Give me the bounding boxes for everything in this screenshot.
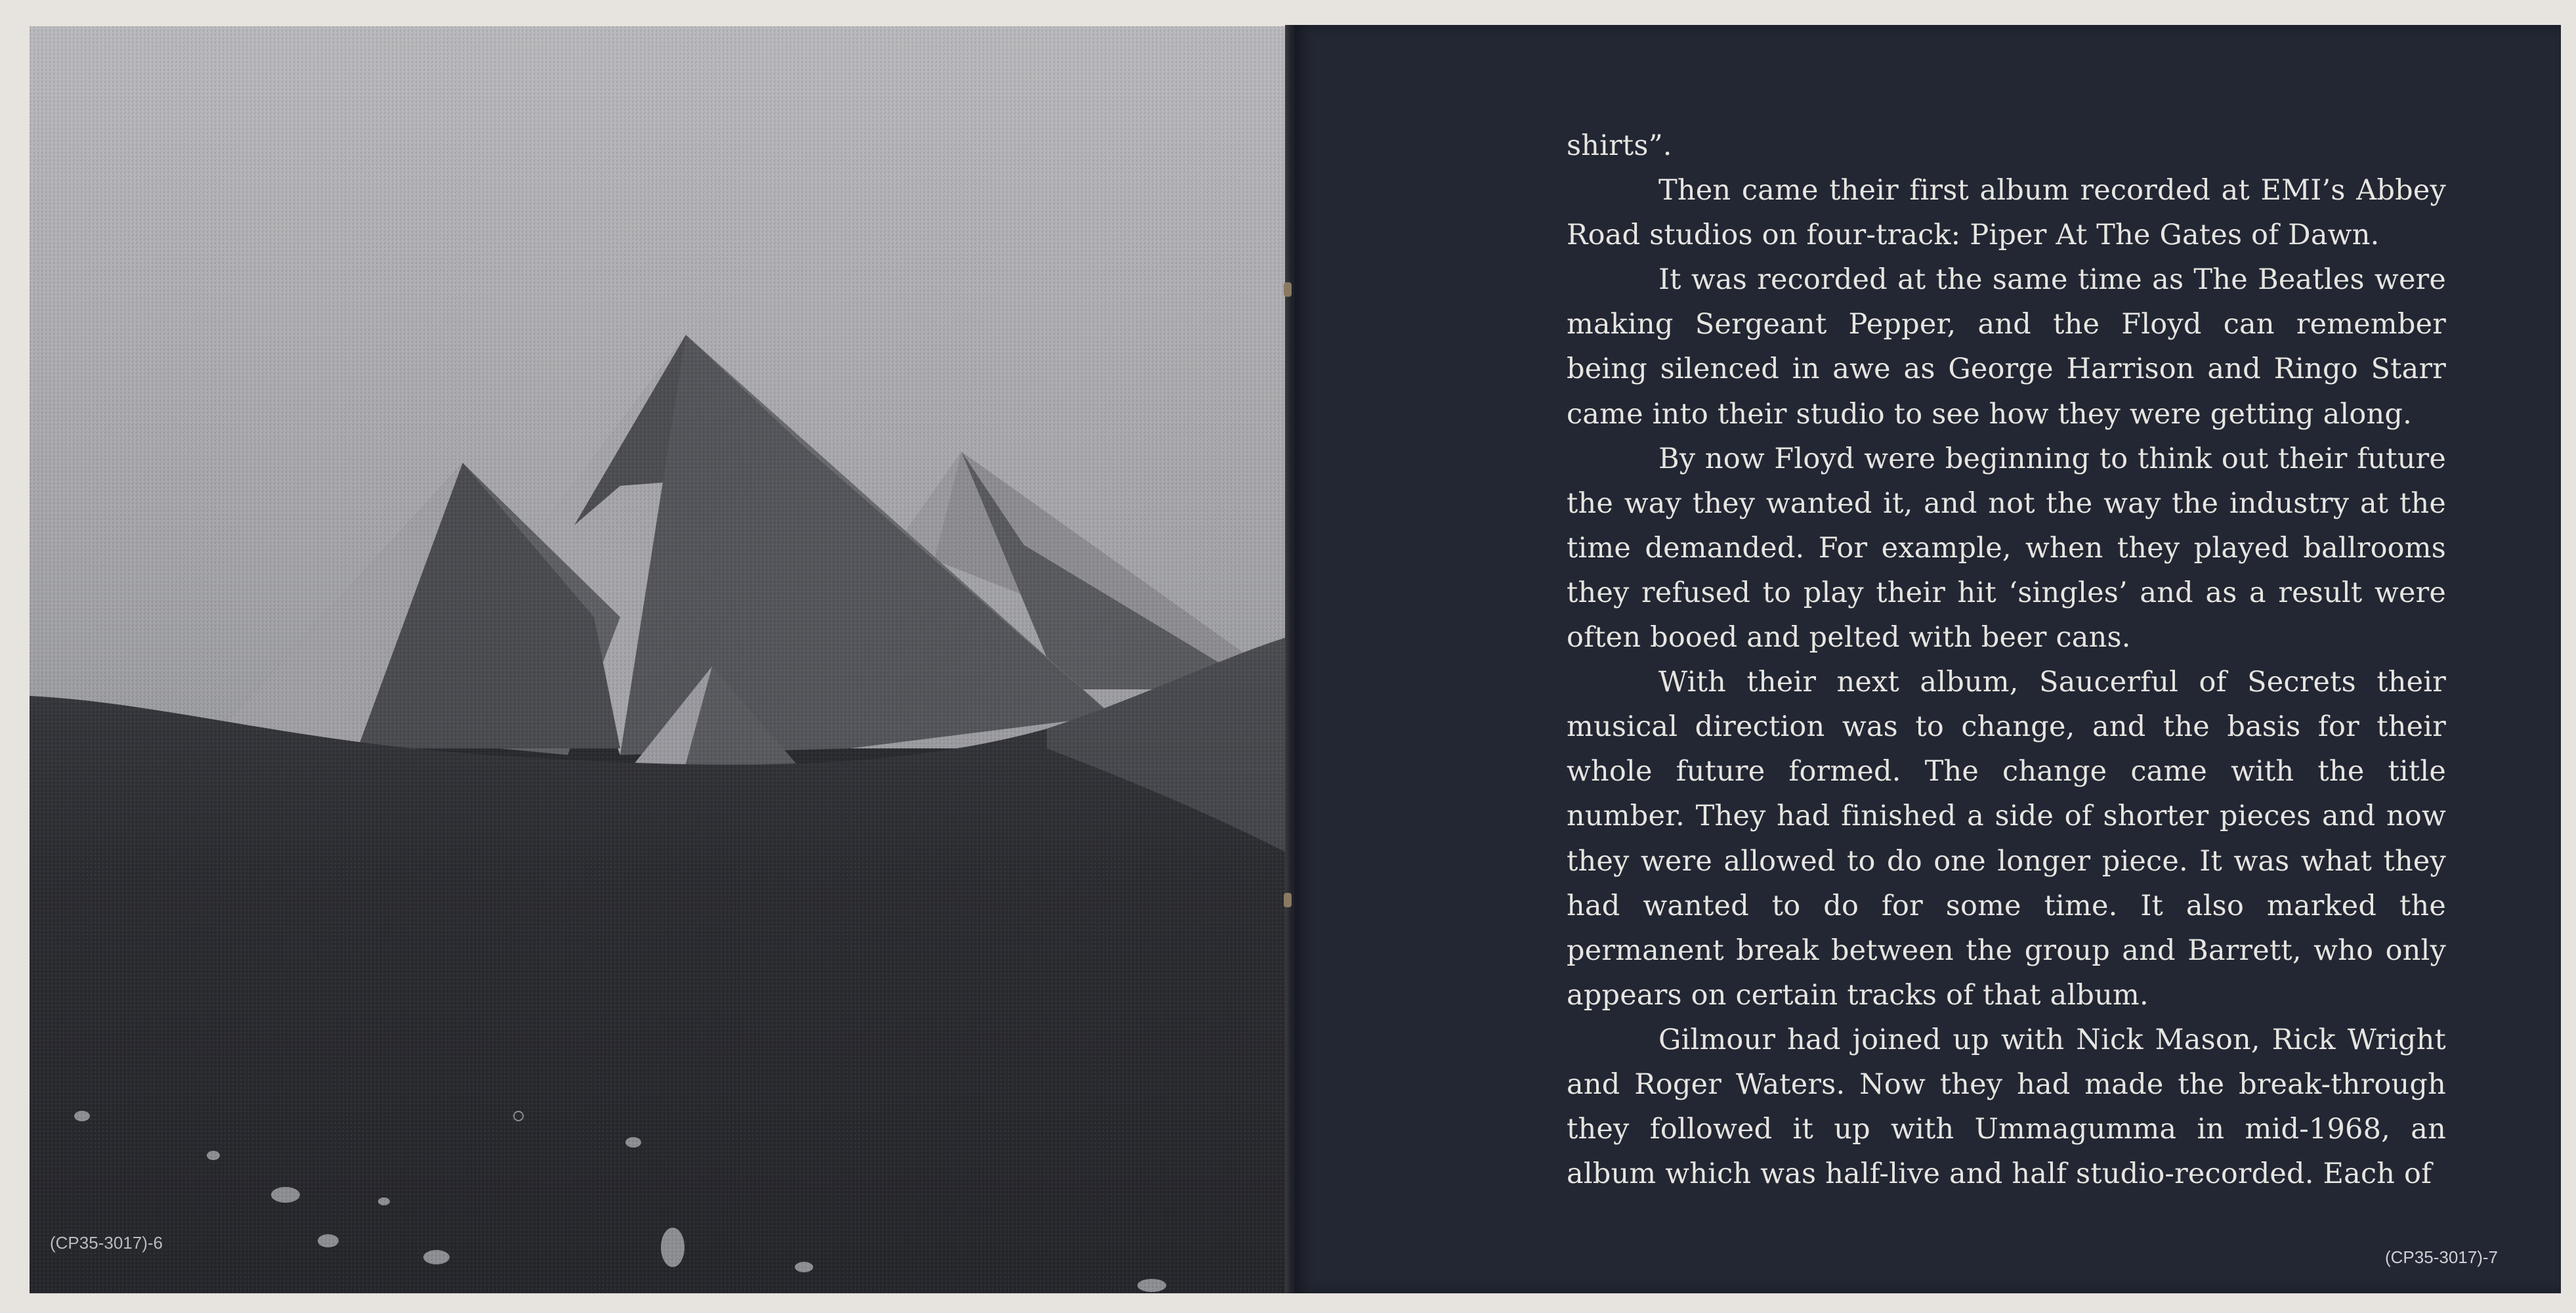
- paragraph: Then came their first album recorded at EMI’s Abbey Road studios on four-track: Piper At The Gates of Dawn.: [1567, 174, 2446, 252]
- right-page: [1294, 25, 2561, 1293]
- left-folio: (CP35-3017)-6: [50, 1233, 163, 1253]
- right-folio: (CP35-3017)-7: [2385, 1247, 2498, 1267]
- paragraph: By now Floyd were beginning to think out their future the way they wanted it, and not the way the industry at the time demanded. For example, when they played ballrooms they refused to play their hit ‘singles’ and as a result were often booed and pelted with beer cans.: [1567, 442, 2446, 655]
- pyramids-photo: [30, 26, 1288, 1293]
- body-text: [1567, 123, 2446, 1196]
- staple-bottom: [1284, 893, 1292, 907]
- paragraph: shirts”.: [1567, 129, 1672, 162]
- paragraph: It was recorded at the same time as The Beatles were making Sergeant Pepper, and the Floyd can remember being silenced in awe as George Harrison and Ringo Starr came into their studio to see how they were getting along.: [1567, 263, 2446, 431]
- staple-top: [1284, 282, 1292, 297]
- left-page: [30, 26, 1288, 1293]
- paragraph: Gilmour had joined up with Nick Mason, Rick Wright and Roger Waters. Now they had made the break-through they followed it up with Ummagumma in mid-1968, an album which was half-live and half studio-recorded. Each of: [1567, 1023, 2446, 1191]
- paragraph: With their next album, Saucerful of Secrets their musical direction was to change, and the basis for their whole future formed. The change came with the title number. They had finished a side of shorter pieces and now they were allowed to do one longer piece. It was what they had wanted to do for some time. It also marked the permanent break between the group and Barrett, who only appears on certain tracks of that album.: [1567, 666, 2446, 1012]
